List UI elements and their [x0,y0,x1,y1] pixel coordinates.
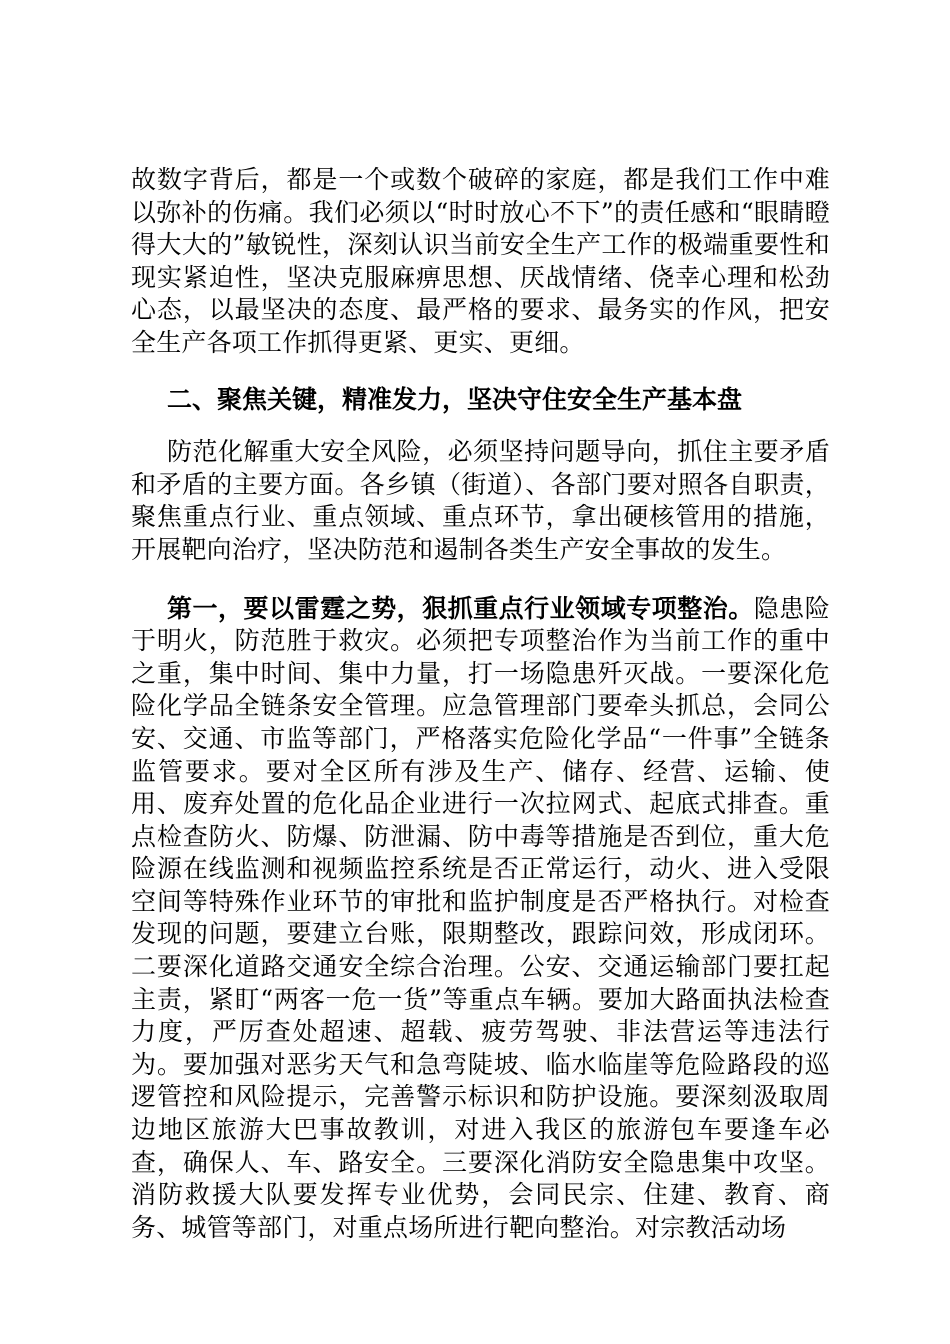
paragraph-first-point [131,593,830,1245]
paragraph-body-text: 隐患险于明火，防范胜于救灾。必须把专项整治作为当前工作的重中之重，集中时间、集中力量，打一场隐患歼灭战。一要深化危险化学品全链条安全管理。应急管理部门要牵头抓总，会同公安、交通、市监等部门，严格落实危险化学品“一件事”全链条监管要求。要对全区所有涉及生产、储存、经营、运输、使用、废弃处置的危化品企业进行一次拉网式、起底式排查。重点检查防火、防爆、防泄漏、防中毒等措施是否到位，重大危险源在线监测和视频监控系统是否正常运行，动火、进入受限空间等特殊作业环节的审批和监护制度是否严格执行。对检查发现的问题，要建立台账，限期整改，跟踪问效，形成闭环。二要深化道路交通安全综合治理。公安、交通运输部门要扛起主责，紧盯“两客一危一货”等重点车辆。要加大路面执法检查力度，严厉查处超速、超载、疲劳驾驶、非法营运等违法行为。要加强对恶劣天气和急弯陡坡、临水临崖等危险路段的巡逻管控和风险提示，完善警示标识和防护设施。要深刻汲取周边地区旅游大巴事故教训，对进入我区的旅游包车要逢车必查，确保人、车、路安全。三要深化消防安全隐患集中攻坚。消防救援大队要发挥专业优势，会同民宗、住建、教育、商务、城管等部门，对重点场所进行靶向整治。对宗教活动场 [131,593,830,1242]
paragraph-continuation: 故数字背后，都是一个或数个破碎的家庭，都是我们工作中难以弥补的伤痛。我们必须以“时时放心不下”的责任感和“眼睛瞪得大大的”敏锐性，深刻认识当前安全生产工作的极端重要性和现实紧迫性，坚决克服麻痹思想、厌战情绪、侥幸心理和松劲心态，以最坚决的态度、最严格的要求、最务实的作风，把安全生产各项工作抓得更紧、更实、更细。 [131,165,830,357]
paragraph-intro: 防范化解重大安全风险，必须坚持问题导向，抓住主要矛盾和矛盾的主要方面。各乡镇（街道）、各部门要对照各自职责，聚焦重点行业、重点领域、重点环节，拿出硬核管用的措施，开展靶向治疗，坚决防范和遏制各类生产安全事故的发生。 [131,437,830,564]
paragraph-lead-sentence: 第一，要以雷霆之势，狠抓重点行业领域专项整治。 [167,593,754,623]
document-body [131,164,830,1244]
section-heading-2: 二、聚焦关键，精准发力，坚决守住安全生产基本盘 [167,384,743,414]
